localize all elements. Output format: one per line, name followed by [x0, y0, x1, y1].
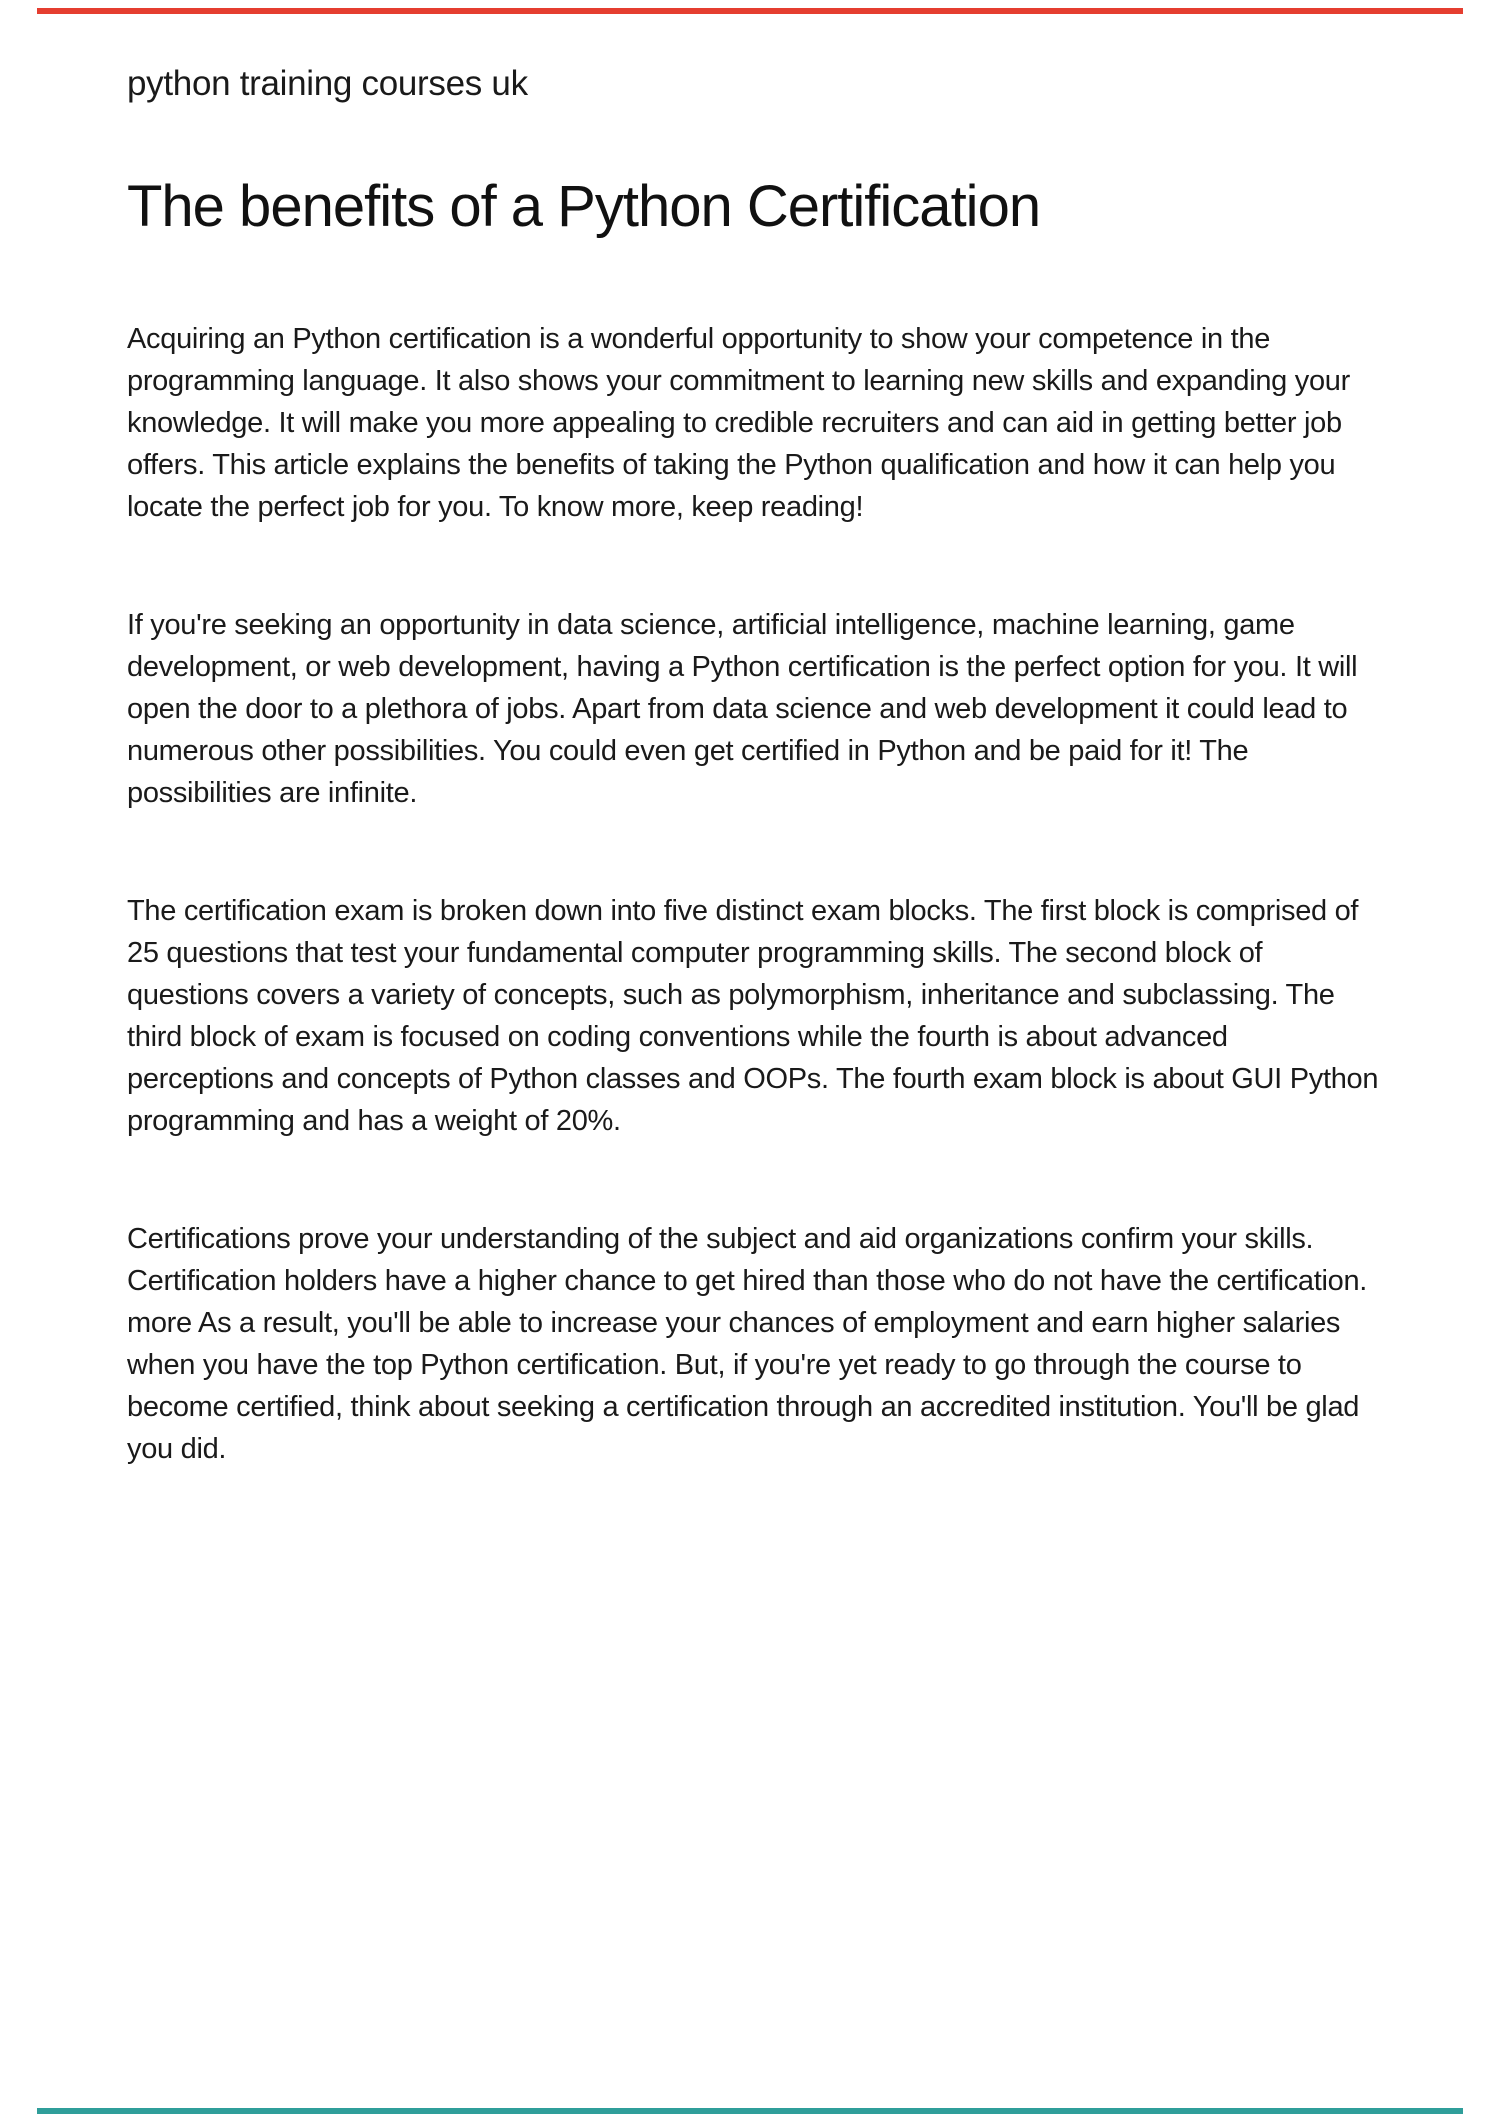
- page-title: The benefits of a Python Certification: [127, 174, 1041, 239]
- article-paragraph: If you're seeking an opportunity in data science, artificial intelligence, machine learning, game development, or web development, having a Python certification is the perfect option for you. It will open the door to a plethora of jobs. Apart from data science and web development it could lead to numerous other possibilities. You could even get certified in Python and be paid for it! The possibilities are infinite.: [127, 609, 1358, 809]
- bottom-accent-rule: [37, 2108, 1463, 2114]
- article-content: [127, 0, 1380, 1470]
- article-paragraph: Certifications prove your understanding of the subject and aid organizations confirm your skills. Certification holders have a higher chance to get hired than those who do not have the certification. more As a result, you'll be able to increase your chances of employment and earn higher salaries when you have the top Python certification. But, if you're yet ready to go through the course to become certified, think about seeking a certification through an accredited institution. You'll be glad you did.: [127, 1223, 1368, 1465]
- article-body: [127, 318, 1380, 1470]
- article-paragraph: The certification exam is broken down into five distinct exam blocks. The first block is comprised of 25 questions that test your fundamental computer programming skills. The second block of questions covers a variety of concepts, such as polymorphism, inheritance and subclassing. The third block of exam is focused on coding conventions while the fourth is about advanced perceptions and concepts of Python classes and OOPs. The fourth exam block is about GUI Python programming and has a weight of 20%.: [127, 895, 1379, 1137]
- site-kicker: python training courses uk: [127, 64, 528, 103]
- article-paragraph: Acquiring an Python certification is a wonderful opportunity to show your competence in the programming language. It also shows your commitment to learning new skills and expanding your knowledge. It will make you more appealing to credible recruiters and can aid in getting better job offers. This article explains the benefits of taking the Python qualification and how it can help you locate the perfect job for you. To know more, keep reading!: [127, 323, 1350, 523]
